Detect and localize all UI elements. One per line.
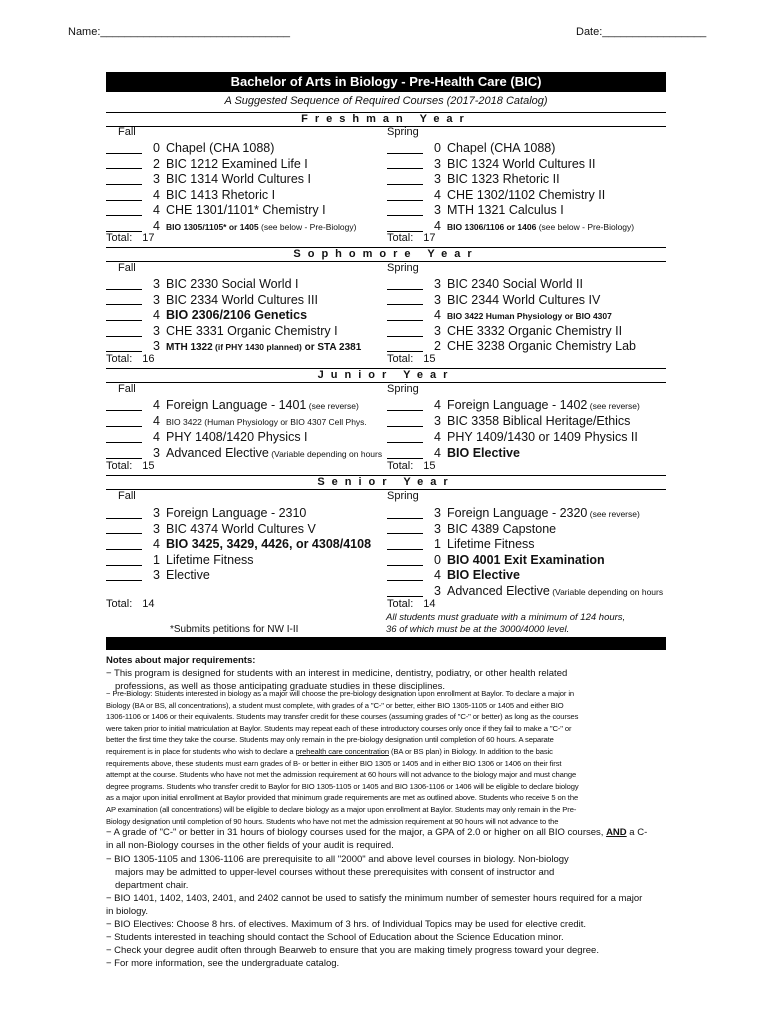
pre-biology-text: Biology designation until completion of 90 hours. Students who have not met the admission requirement at 90 hours will not advance to the [106, 816, 559, 826]
grade-blank[interactable] [387, 173, 423, 185]
pre-biology-text: better the first time they take the course. Students may only remain in the pre-biology designation until completion of 60 hours. A separate [106, 735, 554, 745]
grade-blank[interactable] [387, 431, 423, 443]
senior-fall-label: Fall [118, 490, 136, 502]
senior-spring-label: Spring [387, 490, 419, 502]
credit-hours: 1 [434, 537, 441, 552]
course-name: PHY 1408/1420 Physics I [166, 430, 308, 444]
credit-hours: 4 [434, 446, 441, 460]
credit-hours: 3 [434, 414, 441, 428]
note-teaching: − Students interested in teaching should contact the School of Education about the Science Education minor. [106, 932, 564, 943]
pre-biology-text: − Pre-Biology: Students interested in biology as a major will choose the pre-biology designation upon enrollment at Baylor. To declare a major in [106, 689, 575, 698]
sophomore-fall-label: Fall [118, 262, 136, 274]
junior-fall-course-row [106, 397, 359, 413]
course-name: BIO 4001 Exit Examination [447, 552, 605, 567]
footnote-graduation [386, 612, 625, 636]
course-note: (if PHY 1430 planned) [212, 342, 302, 353]
credit-hours: 3 [434, 323, 441, 338]
course-name: BIO Elective [447, 446, 520, 460]
grade-blank[interactable] [387, 278, 423, 290]
grade-blank[interactable] [387, 447, 423, 459]
credit-hours: 2 [434, 339, 441, 354]
sophomore-spring-total [387, 353, 436, 365]
senior-fall-course-row [106, 521, 316, 537]
sophomore-spring-course-row [387, 292, 600, 308]
grade-blank[interactable] [106, 278, 142, 290]
credit-hours: 4 [153, 187, 160, 202]
freshman-fall-course-row [106, 140, 274, 156]
pre-biology-line [106, 758, 662, 770]
sophomore-spring-course-row [387, 276, 583, 292]
notes-heading: Notes about major requirements: [106, 655, 256, 666]
total-value: 17 [423, 232, 436, 244]
pre-biology-line [106, 781, 662, 793]
grade-blank[interactable] [106, 293, 142, 305]
sophomore-spring-label: Spring [387, 262, 419, 274]
note-program-line-1: − This program is designed for students with an interest in medicine, dentistry, podiatry, or other health related [106, 668, 568, 679]
course-name: BIC 1413 Rhetoric I [166, 187, 276, 202]
grade-blank[interactable] [106, 415, 142, 427]
freshman-year-header: Freshman Year [106, 112, 666, 127]
course-name: BIC 3358 Biblical Heritage/Ethics [447, 414, 631, 428]
credit-hours: 3 [153, 323, 160, 338]
grade-blank[interactable] [387, 585, 423, 597]
senior-fall-course-row [106, 505, 306, 521]
sophomore-spring-course-row [387, 307, 612, 323]
course-name: Foreign Language - 1401 [166, 398, 307, 412]
course-name: BIO 2306/2106 Genetics [166, 308, 308, 323]
course-name: Foreign Language - 1402 [447, 398, 588, 412]
grade-blank[interactable] [106, 142, 142, 154]
sophomore-fall-total [106, 353, 155, 365]
junior-spring-course-row [387, 397, 640, 413]
date-field-label: Date:_________________ [576, 26, 707, 38]
credit-hours: 4 [153, 398, 160, 412]
total-label: Total: [387, 232, 414, 244]
note-degree-audit: − Check your degree audit often through Bearweb to ensure that you are making timely progress toward your degree. [106, 945, 599, 956]
course-name: CHE 3238 Organic Chemistry Lab [447, 339, 636, 354]
course-name: BIC 2344 World Cultures IV [447, 292, 601, 307]
pre-biology-line [106, 792, 662, 804]
grade-blank[interactable] [387, 569, 423, 581]
credit-hours: 1 [153, 552, 160, 567]
course-name: BIO 3422 (Human Physiology or BIO 4307 Cell Phys. [166, 417, 367, 427]
junior-fall-course-row [106, 413, 367, 429]
grade-blank[interactable] [387, 142, 423, 154]
grade-blank[interactable] [387, 220, 423, 232]
total-label: Total: [106, 232, 133, 244]
course-alt: or STA 2381 [301, 342, 362, 354]
course-name: CHE 3332 Organic Chemistry II [447, 323, 623, 338]
note-catalog: − For more information, see the undergraduate catalog. [106, 958, 340, 969]
grade-blank[interactable] [387, 415, 423, 427]
course-name: BIC 2334 World Cultures III [166, 292, 318, 307]
note-prereq-line-3: department chair. [115, 880, 189, 891]
freshman-spring-course-row [387, 171, 560, 187]
course-name: Lifetime Fitness [447, 537, 535, 552]
senior-spring-course-row [387, 552, 605, 568]
senior-fall-course-row [106, 552, 254, 568]
sophomore-spring-course-row [387, 323, 622, 339]
junior-year-header: Junior Year [106, 368, 666, 383]
footnote-petitions: *Submits petitions for NW I-II [170, 624, 299, 635]
senior-spring-course-row [387, 536, 535, 552]
sophomore-year-header: Sophomore Year [106, 247, 666, 262]
note-grade-line-1 [106, 826, 666, 839]
credit-hours: 2 [153, 156, 160, 171]
senior-spring-course-row [387, 583, 663, 599]
grade-blank[interactable] [106, 507, 142, 519]
pre-biology-text: as a major upon initial enrollment at Baylor provided that minimum grade requirements are met as outlined above. Students who receive 5 on the [106, 793, 579, 803]
grade-blank[interactable] [106, 189, 142, 201]
grade-blank[interactable] [106, 399, 142, 411]
grade-blank[interactable] [387, 157, 423, 169]
course-note: (see below - Pre-Biology) [536, 222, 635, 232]
credit-hours: 4 [434, 308, 441, 323]
credit-hours: 3 [153, 292, 160, 307]
credit-hours: 3 [153, 506, 160, 520]
sophomore-fall-course-row [106, 276, 298, 292]
course-name: BIC 4374 World Cultures V [166, 521, 316, 536]
senior-fall-course-row [106, 536, 371, 552]
grade-blank[interactable] [387, 189, 423, 201]
course-name: Lifetime Fitness [166, 552, 254, 567]
credit-hours: 3 [153, 568, 160, 583]
credit-hours: 0 [434, 552, 441, 567]
note-prerequisites [106, 853, 666, 892]
junior-spring-label: Spring [387, 383, 419, 395]
junior-fall-course-row [106, 445, 382, 461]
senior-spring-course-row [387, 505, 640, 521]
footnote-graduation-line-2: 36 of which must be at the 3000/4000 level. [386, 624, 570, 635]
course-note: (see reverse) [587, 509, 640, 519]
credit-hours: 3 [434, 156, 441, 171]
course-name: Chapel (CHA 1088) [166, 141, 275, 155]
pre-biology-text: (BA or BS plan) in Biology. In addition to the basic [388, 747, 553, 756]
course-name: BIC 1314 World Cultures I [166, 172, 311, 187]
note-excluded-line-2: in biology. [106, 906, 149, 917]
sophomore-fall-course-row [106, 307, 307, 323]
course-name: MTH 1322 [166, 342, 213, 354]
footnote-graduation-line-1: All students must graduate with a minimum of 124 hours, [386, 612, 626, 623]
sophomore-fall-course-row [106, 338, 361, 354]
note-grade-requirement [106, 826, 666, 852]
pre-biology-text: were taken prior to initial matriculation at Baylor. Students may repeat each of these introductory courses only once if they fail to make a "C-" or [106, 723, 572, 733]
credit-hours: 3 [434, 277, 441, 291]
credit-hours: 4 [434, 568, 441, 583]
credit-hours: 3 [153, 277, 160, 291]
grade-blank[interactable] [387, 340, 423, 352]
freshman-fall-label: Fall [118, 126, 136, 138]
total-label: Total: [106, 353, 133, 365]
grade-blank[interactable] [106, 204, 142, 216]
credit-hours: 3 [153, 521, 160, 536]
name-field-label: Name:_______________________________ [68, 26, 291, 38]
senior-fall-course-row [106, 567, 210, 583]
credit-hours: 4 [153, 414, 160, 428]
freshman-spring-course-row [387, 156, 595, 172]
credit-hours: 3 [434, 292, 441, 307]
course-name: BIO 1306/1106 or 1406 [447, 222, 537, 232]
pre-biology-text: attempt at the course. Students who have not met the admission requirement at 60 hours will not advance to the biology major and must change [106, 770, 577, 780]
credit-hours: 3 [434, 172, 441, 187]
course-name: Foreign Language - 2310 [166, 506, 307, 520]
total-value: 15 [142, 460, 155, 472]
grade-blank[interactable] [106, 447, 142, 459]
course-name: Advanced Elective [166, 446, 269, 460]
total-label: Total: [106, 460, 133, 472]
note-excluded-line-1: − BIO 1401, 1402, 1403, 2401, and 2402 cannot be used to satisfy the minimum number of semester hours required for a major [106, 893, 643, 904]
grade-blank[interactable] [106, 431, 142, 443]
course-name: PHY 1409/1430 or 1409 Physics II [447, 430, 638, 444]
credit-hours: 0 [153, 141, 160, 155]
course-name: CHE 1301/1101* Chemistry I [166, 203, 326, 218]
freshman-spring-course-row [387, 187, 605, 203]
grade-blank[interactable] [387, 538, 423, 550]
course-note: (see reverse) [587, 401, 640, 411]
pre-biology-line [106, 711, 662, 723]
page-title: Bachelor of Arts in Biology - Pre-Health Care (BIC) [106, 72, 666, 92]
course-name: BIC 1323 Rhetoric II [447, 172, 560, 187]
sophomore-spring-course-row [387, 338, 636, 354]
note-program-line-2: professions, as well as those anticipating graduate studies in these disciplines. [115, 681, 446, 692]
note-electives: − BIO Electives: Choose 8 hrs. of electives. Maximum of 3 hrs. of Individual Topics may be used for elective credit. [106, 919, 587, 930]
grade-blank[interactable] [387, 399, 423, 411]
course-name: BIO Elective [447, 568, 520, 583]
credit-hours: 4 [153, 219, 160, 233]
sophomore-fall-course-row [106, 292, 318, 308]
course-name: BIC 1212 Examined Life I [166, 156, 308, 171]
pre-biology-line [106, 734, 662, 746]
total-label: Total: [387, 598, 414, 610]
total-label: Total: [106, 598, 133, 610]
grade-blank[interactable] [106, 569, 142, 581]
pre-biology-text: degree programs. Students who transfer credit to Baylor for BIO 1305-1105 or 1405 and BIO 1306-1106 or 1406 will be eligible to declare biology [106, 781, 579, 791]
grade-blank[interactable] [387, 204, 423, 216]
credit-hours: 0 [434, 141, 441, 155]
course-name: BIO 3425, 3429, 4426, or 4308/4108 [166, 537, 372, 552]
course-name: Foreign Language - 2320 [447, 506, 588, 520]
freshman-fall-total [106, 232, 155, 244]
junior-spring-course-row [387, 429, 638, 445]
pre-biology-line [106, 769, 662, 781]
pre-biology-text: requirements above, these students must earn grades of B- or better in either BIO 1305 or 1405 and in either BIO 1306 or 1406 on their first [106, 758, 562, 768]
credit-hours: 4 [153, 537, 160, 552]
pre-biology-line [106, 723, 662, 735]
credit-hours: 3 [153, 339, 160, 354]
credit-hours: 4 [153, 308, 160, 323]
credit-hours: 4 [434, 430, 441, 444]
note-prereq-line-1: − BIO 1305-1105 and 1306-1106 are prerequisite to all "2000" and above level courses in biology. Non-biology [106, 854, 569, 865]
grade-blank[interactable] [106, 522, 142, 534]
grade-blank[interactable] [106, 309, 142, 321]
course-note: (see below - Pre-Biology) [258, 222, 357, 232]
note-grade-and: AND [606, 827, 627, 838]
credit-hours: 3 [153, 446, 160, 460]
note-prereq-line-2: majors may be admitted to upper-level courses without these prerequisites with consent of instructor and [115, 867, 555, 878]
grade-blank[interactable] [387, 507, 423, 519]
course-name: BIC 1324 World Cultures II [447, 156, 596, 171]
grade-blank[interactable] [106, 325, 142, 337]
note-grade-tail: a C- [626, 827, 648, 838]
grade-blank[interactable] [106, 554, 142, 566]
freshman-fall-course-row [106, 171, 311, 187]
note-excluded-courses [106, 892, 666, 918]
credit-hours: 3 [434, 203, 441, 218]
freshman-fall-course-row [106, 187, 275, 203]
grade-blank[interactable] [387, 325, 423, 337]
grade-blank[interactable] [106, 340, 142, 352]
pre-biology-line [106, 804, 662, 816]
senior-year-header: Senior Year [106, 475, 666, 490]
junior-fall-label: Fall [118, 383, 136, 395]
pre-biology-line [106, 746, 662, 758]
course-name: Elective [166, 568, 210, 583]
credit-hours: 4 [434, 187, 441, 202]
course-name: CHE 3331 Organic Chemistry I [166, 323, 338, 338]
prehealth-link-text: prehealth care concentration [295, 747, 389, 756]
senior-spring-course-row [387, 521, 556, 537]
course-name: MTH 1321 Calculus I [447, 203, 564, 218]
note-grade-text: − A grade of "C-" or better in 31 hours of biology courses used for the major, a GPA of 2.0 or higher on all BIO courses, [106, 827, 607, 838]
senior-fall-total [106, 598, 155, 610]
total-value: 14 [423, 598, 436, 610]
course-name: CHE 1302/1102 Chemistry II [447, 187, 606, 202]
grade-blank[interactable] [106, 220, 142, 232]
senior-spring-course-row [387, 567, 520, 583]
pre-biology-text: AP examination (all concentrations) will be eligible to declare biology as a major upon enrollment at Baylor. Students may only remain in the Pre- [106, 805, 577, 814]
credit-hours: 3 [434, 521, 441, 536]
total-value: 15 [423, 460, 436, 472]
freshman-spring-course-row [387, 140, 555, 156]
course-note: (see reverse) [306, 401, 359, 411]
credit-hours: 3 [153, 172, 160, 187]
total-value: 17 [142, 232, 155, 244]
course-name: BIC 4389 Capstone [447, 521, 557, 536]
pre-biology-line [106, 700, 662, 712]
grade-blank[interactable] [106, 173, 142, 185]
total-label: Total: [387, 460, 414, 472]
course-note: (Variable depending on hours [268, 449, 383, 459]
grade-blank[interactable] [387, 309, 423, 321]
course-name: BIO 3422 Human Physiology or BIO 4307 [447, 311, 612, 322]
grade-blank[interactable] [387, 554, 423, 566]
grade-blank[interactable] [106, 157, 142, 169]
freshman-spring-course-row [387, 202, 564, 218]
freshman-spring-label: Spring [387, 126, 419, 138]
credit-hours: 4 [434, 398, 441, 412]
junior-spring-total [387, 460, 436, 472]
junior-spring-course-row [387, 445, 520, 461]
pre-biology-text: requirement is in place for students who wish to declare a [106, 747, 296, 756]
pre-biology-line [106, 688, 662, 700]
total-value: 14 [142, 598, 155, 610]
total-value: 15 [423, 353, 436, 365]
grade-blank[interactable] [106, 538, 142, 550]
total-value: 16 [142, 353, 155, 365]
course-name: BIC 2340 Social World II [447, 277, 583, 291]
total-label: Total: [387, 353, 414, 365]
note-grade-line-2: in all non-Biology courses in the other fields of your audit is required. [106, 840, 394, 851]
grade-blank[interactable] [387, 522, 423, 534]
credit-hours: 4 [434, 219, 441, 233]
credit-hours: 3 [434, 584, 441, 598]
credit-hours: 4 [153, 203, 160, 218]
course-name: BIC 2330 Social World I [166, 277, 299, 291]
freshman-fall-course-row [106, 156, 308, 172]
divider-bar [106, 637, 666, 650]
junior-spring-course-row [387, 413, 630, 429]
course-name: Advanced Elective [447, 584, 550, 598]
pre-biology-text: Biology (BA or BS, all concentrations), a student must complete, with grades of a "C-" or better, either BIO 1305-1105 or 1405 and either BIO [106, 700, 564, 710]
page-subtitle: A Suggested Sequence of Required Courses (2017-2018 Catalog) [224, 95, 548, 107]
junior-fall-total [106, 460, 155, 472]
credit-hours: 4 [153, 430, 160, 444]
course-name: BIO 1305/1105* or 1405 [166, 222, 259, 232]
junior-fall-course-row [106, 429, 308, 445]
senior-spring-total [387, 598, 436, 610]
freshman-spring-total [387, 232, 436, 244]
credit-hours: 3 [434, 506, 441, 520]
course-note: (Variable depending on hours [549, 587, 664, 597]
course-name: Chapel (CHA 1088) [447, 141, 556, 155]
pre-biology-text: 1306-1106 or 1406 or their equivalents. Students may transfer credit for these courses (assuming grades of "C-" or better) as long as the courses [106, 712, 579, 722]
freshman-fall-course-row [106, 202, 326, 218]
grade-blank[interactable] [387, 293, 423, 305]
sophomore-fall-course-row [106, 323, 338, 339]
